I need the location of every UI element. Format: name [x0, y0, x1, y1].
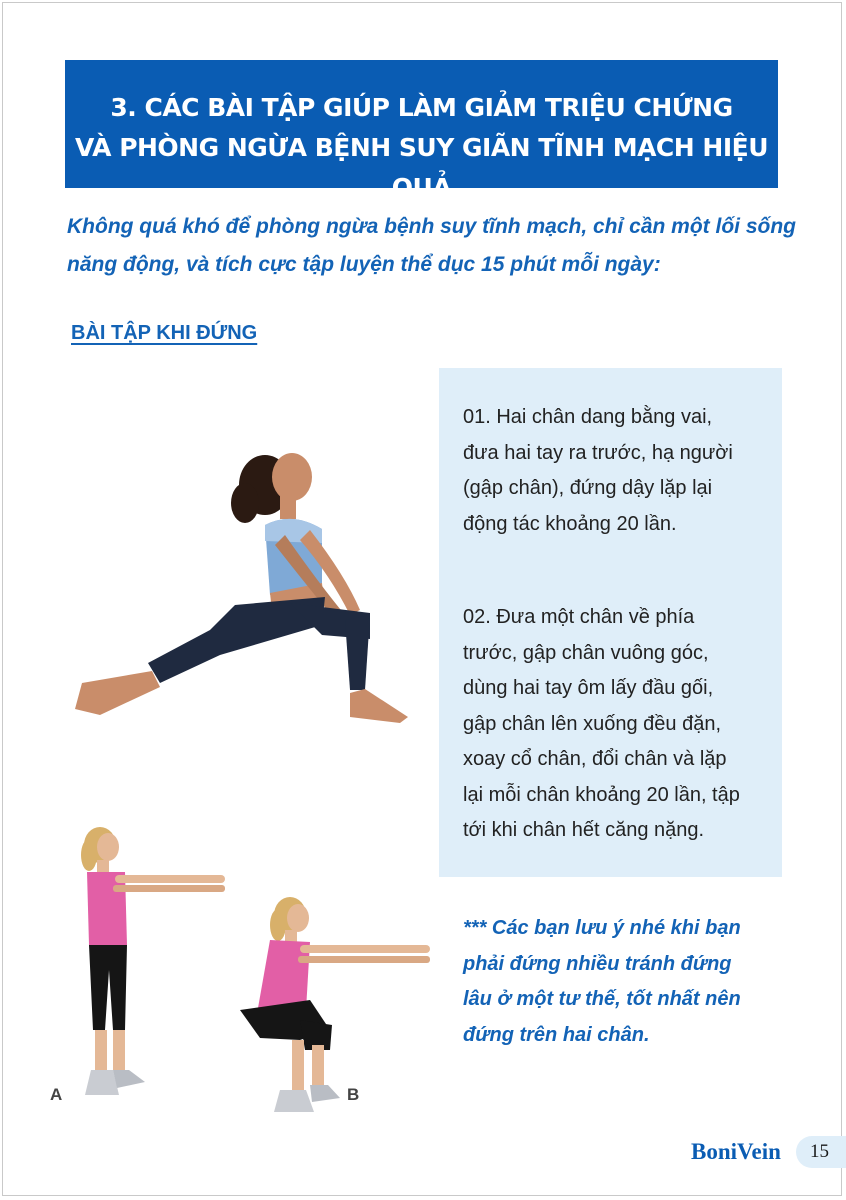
- exercise-step-1: [463, 400, 776, 542]
- note-line: lâu ở một tư thế, tốt nhất nên: [463, 988, 741, 1010]
- intro-paragraph: [67, 208, 797, 284]
- section-heading: BÀI TẬP KHI ĐỨNG: [71, 322, 258, 344]
- step-2-line: 02. Đưa một chân về phía: [463, 606, 695, 628]
- note-line: phải đứng nhiều tránh đứng: [463, 952, 732, 975]
- title-banner: [65, 60, 778, 202]
- title-line-1: 3. CÁC BÀI TẬP GIÚP LÀM GIẢM TRIỆU CHỨNG: [110, 93, 733, 122]
- note-line: đứng trên hai chân.: [463, 1023, 650, 1046]
- step-1-line: động tác khoảng 20 lần.: [463, 512, 677, 535]
- step-1-line: (gập chân), đứng dậy lặp lại: [463, 477, 713, 499]
- step-2-line: tới khi chân hết căng nặng.: [463, 819, 705, 841]
- brand-logo: BoniVein: [691, 1139, 781, 1164]
- step-2-line: dùng hai tay ôm lấy đầu gối,: [463, 677, 714, 699]
- figure-label-a: A: [50, 1085, 63, 1104]
- intro-line-1: Không quá khó để phòng ngừa bệnh suy tĩnh mạch, chỉ cần một lối sống: [67, 215, 797, 238]
- title-line-2: VÀ PHÒNG NGỪA BỆNH SUY GIÃN TĨNH MẠCH HIỆU QUẢ: [74, 133, 769, 202]
- intro-line-2: năng động, và tích cực tập luyện thể dục 15 phút mỗi ngày:: [67, 253, 661, 276]
- note-paragraph: [463, 911, 776, 1053]
- step-1-line: đưa hai tay ra trước, hạ người: [463, 441, 733, 464]
- exercise-step-2: [463, 600, 776, 849]
- squat-crouching-illustration: [230, 890, 440, 1120]
- figure-label-b: B: [347, 1085, 360, 1104]
- lunge-exercise-illustration: [60, 425, 420, 745]
- step-2-line: gập chân lên xuống đều đặn,: [463, 712, 721, 735]
- step-1-line: 01. Hai chân dang bằng vai,: [463, 406, 713, 428]
- step-2-line: xoay cổ chân, đổi chân và lặp: [463, 748, 727, 770]
- step-2-line: trước, gập chân vuông góc,: [463, 641, 709, 664]
- step-2-line: lại mỗi chân khoảng 20 lần, tập: [463, 783, 740, 806]
- page-number: 15: [796, 1136, 846, 1168]
- note-line: *** Các bạn lưu ý nhé khi bạn: [463, 917, 741, 939]
- squat-standing-illustration: [55, 820, 245, 1120]
